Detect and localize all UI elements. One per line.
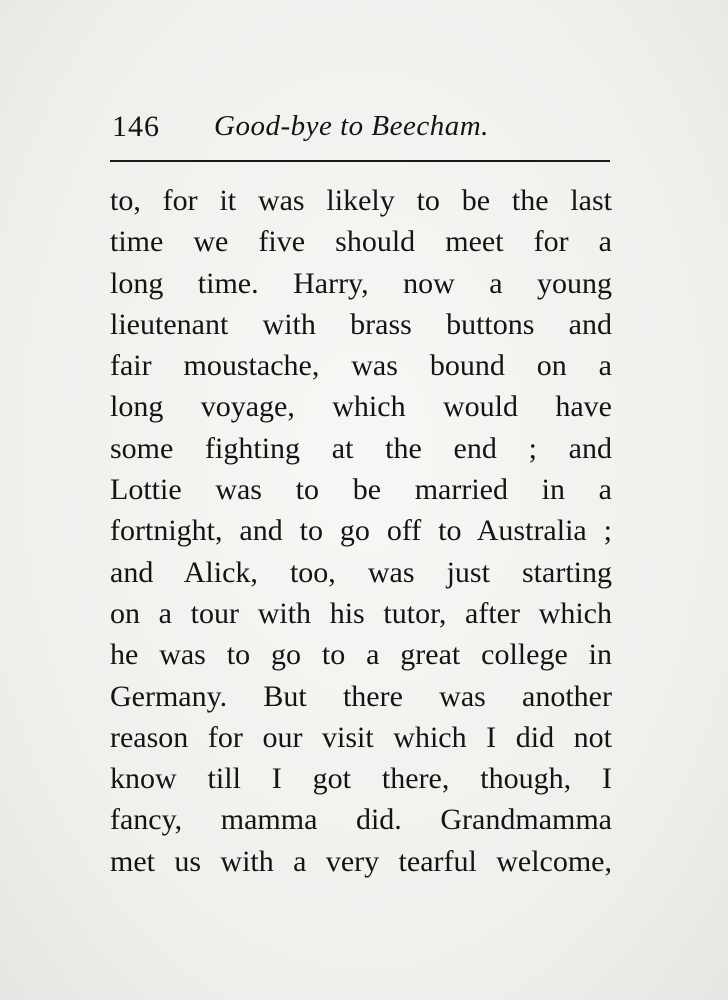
text-line: time we five should meet for a	[110, 225, 612, 259]
page-number: 146	[112, 110, 160, 143]
text-line: long time. Harry, now a young	[110, 266, 612, 300]
text-line: on a tour with his tutor, after which	[110, 596, 612, 630]
text-line: fancy, mamma did. Grandmamma	[110, 803, 612, 837]
text-line: reason for our visit which I did not	[110, 720, 612, 754]
header-rule	[110, 160, 610, 162]
text-line: Germany. But there was another	[110, 679, 612, 713]
text-line: met us with a very tearful welcome,	[110, 844, 612, 878]
running-head: Good-bye to Beecham.	[214, 110, 489, 142]
body-text	[110, 180, 612, 882]
text-line: fair moustache, was bound on a	[110, 349, 612, 383]
text-line: he was to go to a great college in	[110, 638, 612, 672]
text-line: fortnight, and to go off to Australia ;	[110, 514, 612, 548]
text-line: lieutenant with brass buttons and	[110, 307, 612, 341]
text-line: to, for it was likely to be the last	[110, 184, 612, 217]
text-line: long voyage, which would have	[110, 390, 612, 424]
text-line: some fighting at the end ; and	[110, 431, 612, 465]
text-line: and Alick, too, was just starting	[110, 555, 612, 589]
text-line: Lottie was to be married in a	[110, 473, 612, 507]
text-line: know till I got there, though, I	[110, 762, 612, 796]
page-header	[112, 106, 610, 156]
